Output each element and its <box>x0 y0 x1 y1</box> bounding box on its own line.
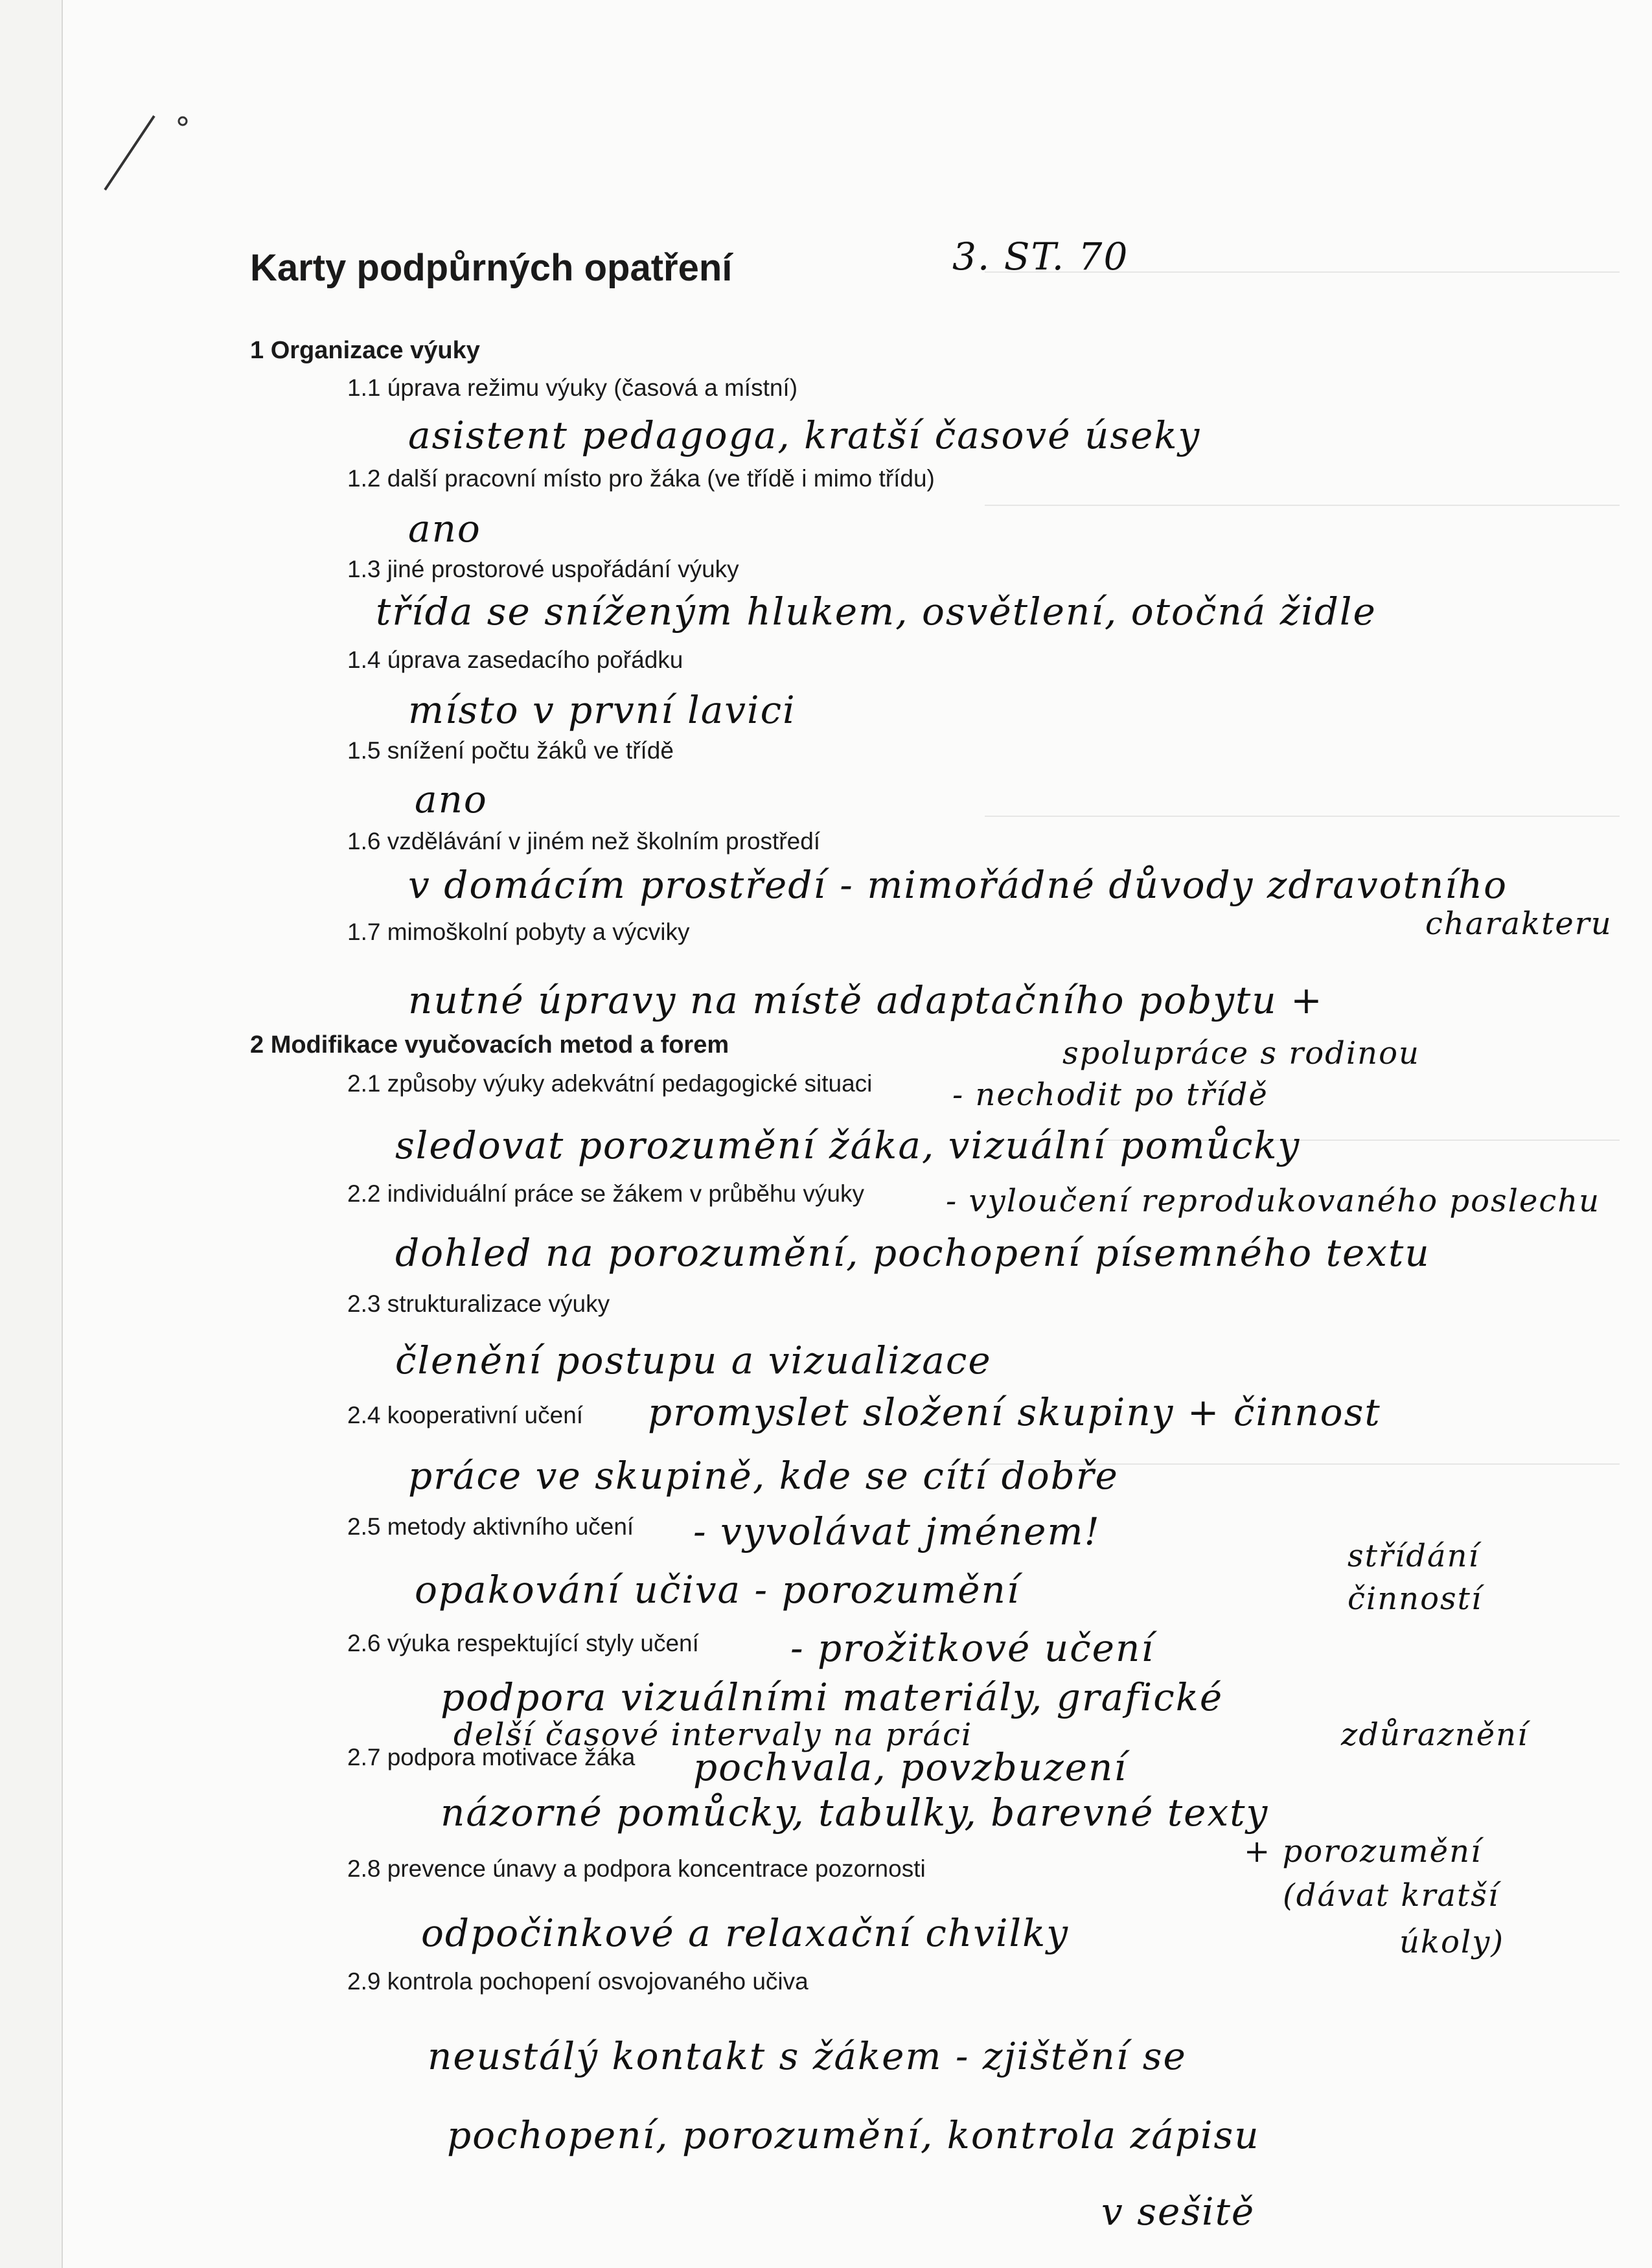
handwritten-answer: sledovat porozumění žáka, vizuální pomůcky <box>395 1123 1301 1167</box>
item-label: 1.7 mimoškolní pobyty a výcviky <box>347 919 690 945</box>
item-label: 1.1 úprava režimu výuky (časová a místní) <box>347 374 798 401</box>
handwritten-answer: v domácím prostředí - mimořádné důvody zdravotního <box>408 863 1508 907</box>
handwritten-answer: - prožitkové učení <box>790 1626 1154 1670</box>
handwritten-answer: neustálý kontakt s žákem - zjištění se <box>428 2034 1187 2078</box>
handwritten-answer: (dávat kratší <box>1283 1877 1500 1914</box>
section-heading: 1 Organizace výuky <box>250 337 480 364</box>
item-label: 1.5 snížení počtu žáků ve třídě <box>347 737 674 764</box>
handwritten-answer: nutné úpravy na místě adaptačního pobytu + <box>408 978 1324 1022</box>
section-heading: 2 Modifikace vyučovacích metod a forem <box>250 1031 729 1059</box>
handwritten-answer: - vyvolávat jménem! <box>693 1509 1101 1553</box>
item-label: 2.5 metody aktivního učení <box>347 1513 634 1540</box>
handwritten-answer: třída se sníženým hlukem, osvětlení, otočná židle <box>376 590 1377 634</box>
handwritten-answer: střídání <box>1348 1538 1480 1574</box>
item-label: 2.3 strukturalizace výuky <box>347 1290 610 1317</box>
item-label: 2.9 kontrola pochopení osvojovaného učiva <box>347 1968 809 1995</box>
handwritten-answer: ano <box>415 777 488 821</box>
item-label: 2.6 výuka respektující styly učení <box>347 1630 699 1656</box>
handwritten-answer: dohled na porozumění, pochopení písemného textu <box>395 1231 1430 1275</box>
handwritten-answer: v sešitě <box>1101 2190 1256 2234</box>
item-label: 2.2 individuální práce se žákem v průběhu výuky <box>347 1180 864 1207</box>
handwritten-answer: místo v první lavici <box>408 688 796 732</box>
handwritten-answer: ano <box>408 507 481 551</box>
handwritten-answer: opakování učiva - porozumění <box>415 1568 1020 1612</box>
handwritten-answer: názorné pomůcky, tabulky, barevné texty <box>441 1791 1269 1835</box>
handwritten-answer: podpora vizuálními materiály, grafické <box>441 1675 1224 1719</box>
handwritten-answer: odpočinkové a relaxační chvilky <box>421 1911 1069 1955</box>
handwritten-answer: činností <box>1348 1581 1483 1617</box>
item-label: 2.7 podpora motivace žáka <box>347 1744 636 1770</box>
handwritten-answer: promyslet složení skupiny + činnost <box>648 1390 1381 1434</box>
handwritten-answer: pochopení, porozumění, kontrola zápisu <box>447 2113 1260 2157</box>
handwritten-answer: + porozumění <box>1244 1833 1482 1870</box>
header-handwritten-note: 3. ST. 70 <box>952 235 1129 279</box>
item-label: 1.6 vzdělávání v jiném než školním prostředí <box>347 828 821 854</box>
handwritten-answer: - vyloučení reprodukovaného poslechu <box>946 1183 1601 1219</box>
item-label: 1.3 jiné prostorové uspořádání výuky <box>347 556 739 582</box>
page-title: Karty podpůrných opatření <box>250 247 733 289</box>
item-label: 2.1 způsoby výuky adekvátní pedagogické situaci <box>347 1070 873 1097</box>
handwritten-answer: úkoly) <box>1399 1924 1505 1960</box>
item-label: 1.2 další pracovní místo pro žáka (ve třídě i mimo třídu) <box>347 465 935 492</box>
item-label: 2.4 kooperativní učení <box>347 1402 584 1428</box>
handwritten-answer: asistent pedagoga, kratší časové úseky <box>408 413 1201 457</box>
handwritten-answer: práce ve skupině, kde se cítí dobře <box>408 1454 1119 1498</box>
handwritten-answer: zdůraznění <box>1341 1717 1529 1753</box>
item-label: 1.4 úprava zasedacího pořádku <box>347 647 683 673</box>
handwritten-answer: spolupráce s rodinou <box>1062 1035 1420 1071</box>
handwritten-answer: delší časové intervaly na práci <box>453 1717 973 1753</box>
handwritten-answer: - nechodit po třídě <box>952 1077 1268 1113</box>
pen-mark-icon <box>97 107 188 198</box>
item-label: 2.8 prevence únavy a podpora koncentrace pozornosti <box>347 1855 926 1882</box>
handwritten-answer: charakteru <box>1425 906 1612 942</box>
handwritten-answer: pochvala, povzbuzení <box>693 1745 1127 1789</box>
handwritten-answer: členění postupu a vizualizace <box>395 1338 992 1382</box>
